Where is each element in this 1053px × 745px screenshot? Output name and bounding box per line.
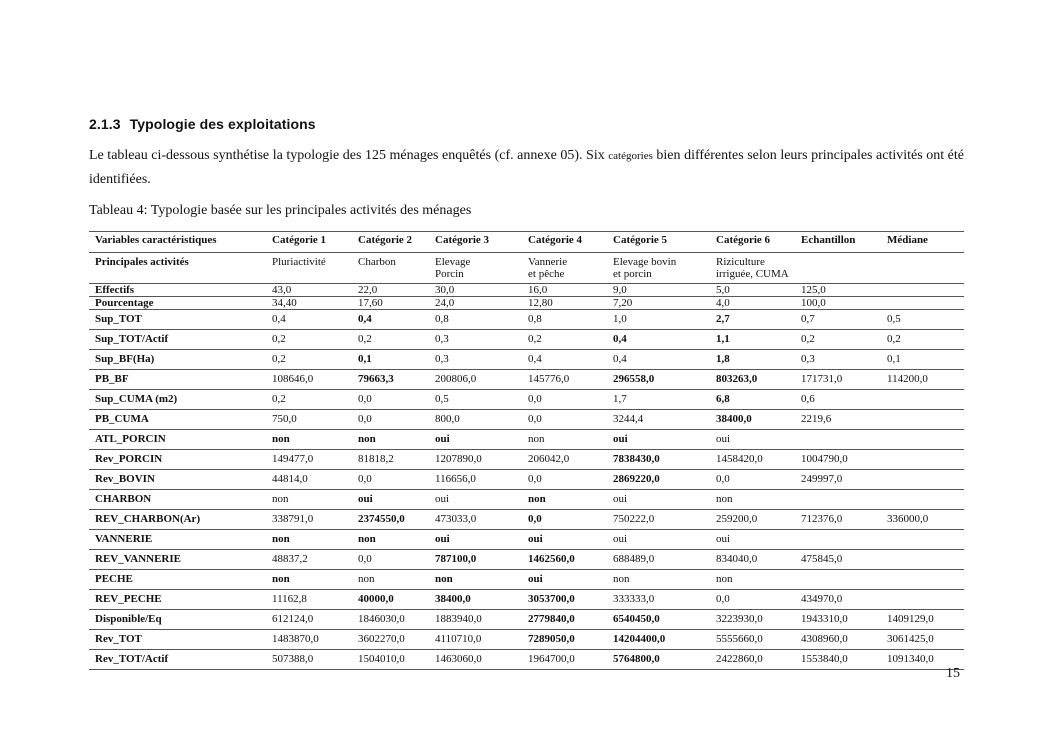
table-cell: 0,8 <box>522 310 607 330</box>
table-row <box>89 630 964 650</box>
table-cell: 3061425,0 <box>881 630 964 650</box>
row-label: Sup_TOT/Actif <box>89 330 266 350</box>
table-cell: 0,0 <box>710 590 795 610</box>
table-cell: 206042,0 <box>522 450 607 470</box>
row-label: Sup_TOT <box>89 310 266 330</box>
table-cell: 4,0 <box>710 297 795 310</box>
table-cell <box>522 253 607 284</box>
row-label: Disponible/Eq <box>89 610 266 630</box>
table-cell: 1091340,0 <box>881 650 964 670</box>
table-cell: 0,3 <box>429 330 522 350</box>
table-cell: 2422860,0 <box>710 650 795 670</box>
table-cell <box>881 470 964 490</box>
table-cell: oui <box>607 530 710 550</box>
table-cell: 1,1 <box>710 330 795 350</box>
table-cell: 4110710,0 <box>429 630 522 650</box>
table-cell: non <box>522 490 607 510</box>
row-label: Sup_BF(Ha) <box>89 350 266 370</box>
table-cell: oui <box>352 490 429 510</box>
table-cell: 145776,0 <box>522 370 607 390</box>
table-cell: 338791,0 <box>266 510 352 530</box>
table-cell: 475845,0 <box>795 550 881 570</box>
table-cell: 2779840,0 <box>522 610 607 630</box>
table-cell: 12,80 <box>522 297 607 310</box>
table-cell: 1964700,0 <box>522 650 607 670</box>
table-cell: 0,4 <box>352 310 429 330</box>
table-cell: 2374550,0 <box>352 510 429 530</box>
table-cell: 0,0 <box>710 470 795 490</box>
table-cell: 22,0 <box>352 284 429 297</box>
table-cell: 0,8 <box>429 310 522 330</box>
table-cell: 17,60 <box>352 297 429 310</box>
table-cell: non <box>352 530 429 550</box>
table-cell <box>881 490 964 510</box>
table-cell: 44814,0 <box>266 470 352 490</box>
row-label: PB_CUMA <box>89 410 266 430</box>
cell-line: irriguée, CUMA <box>716 268 789 280</box>
table-cell: 3602270,0 <box>352 630 429 650</box>
table-cell: 0,2 <box>266 330 352 350</box>
table-cell: 0,2 <box>522 330 607 350</box>
table-cell: 34,40 <box>266 297 352 310</box>
table-row <box>89 530 964 550</box>
table-cell: 0,1 <box>352 350 429 370</box>
table-cell: non <box>352 430 429 450</box>
cell-line: et pêche <box>528 268 565 280</box>
table-cell: 7289050,0 <box>522 630 607 650</box>
intro-text-before: Le tableau ci-dessous synthétise la typologie des 125 ménages enquêtés (cf. annexe 05). Six <box>89 148 609 163</box>
table-row <box>89 570 964 590</box>
table-cell <box>795 530 881 550</box>
table-cell: non <box>522 430 607 450</box>
table-cell <box>881 450 964 470</box>
table-cell: 30,0 <box>429 284 522 297</box>
cell-line: Charbon <box>358 256 396 268</box>
table-cell: 1483870,0 <box>266 630 352 650</box>
row-label: ATL_PORCIN <box>89 430 266 450</box>
table-cell: 0,4 <box>607 330 710 350</box>
table-cell <box>795 430 881 450</box>
table-row <box>89 610 964 630</box>
table-cell: 171731,0 <box>795 370 881 390</box>
column-header: Catégorie 2 <box>352 232 429 253</box>
table-cell: 7,20 <box>607 297 710 310</box>
table-cell: 1463060,0 <box>429 650 522 670</box>
table-cell <box>795 570 881 590</box>
table-cell: 1207890,0 <box>429 450 522 470</box>
table-cell: 7838430,0 <box>607 450 710 470</box>
table-row <box>89 590 964 610</box>
table-row <box>89 650 964 670</box>
column-header: Variables caractéristiques <box>89 232 266 253</box>
table-cell: 9,0 <box>607 284 710 297</box>
table-cell <box>881 430 964 450</box>
table-cell: 100,0 <box>795 297 881 310</box>
table-cell: 6540450,0 <box>607 610 710 630</box>
table-cell: 6,8 <box>710 390 795 410</box>
table-cell: 507388,0 <box>266 650 352 670</box>
table-row <box>89 370 964 390</box>
table-cell: non <box>710 570 795 590</box>
table-cell <box>607 253 710 284</box>
table-cell: oui <box>429 490 522 510</box>
row-label: Sup_CUMA (m2) <box>89 390 266 410</box>
table-cell: 43,0 <box>266 284 352 297</box>
table-cell: 834040,0 <box>710 550 795 570</box>
table-cell: 4308960,0 <box>795 630 881 650</box>
table-row <box>89 297 964 310</box>
table-cell <box>881 410 964 430</box>
table-row <box>89 284 964 297</box>
table-cell <box>881 530 964 550</box>
table-cell: 11162,8 <box>266 590 352 610</box>
table-cell: oui <box>607 490 710 510</box>
table-cell: 114200,0 <box>881 370 964 390</box>
table-cell <box>881 590 964 610</box>
table-row <box>89 350 964 370</box>
cell-line: Vannerie <box>528 256 568 268</box>
table-cell: 0,0 <box>522 510 607 530</box>
row-label: Rev_PORCIN <box>89 450 266 470</box>
table-cell <box>795 253 881 284</box>
table-cell: 5,0 <box>710 284 795 297</box>
table-cell: 1883940,0 <box>429 610 522 630</box>
table-cell: 1,7 <box>607 390 710 410</box>
table-cell: oui <box>522 530 607 550</box>
page-number: 15 <box>946 666 960 681</box>
table-cell: 1004790,0 <box>795 450 881 470</box>
row-label: Effectifs <box>89 284 266 297</box>
table-cell: 38400,0 <box>710 410 795 430</box>
column-header: Catégorie 3 <box>429 232 522 253</box>
table-cell: 1,8 <box>710 350 795 370</box>
row-label: PB_BF <box>89 370 266 390</box>
table-cell: 0,0 <box>352 390 429 410</box>
table-cell <box>881 550 964 570</box>
table-cell: non <box>352 570 429 590</box>
table-cell: 125,0 <box>795 284 881 297</box>
table-cell: 1462560,0 <box>522 550 607 570</box>
table-cell: oui <box>607 430 710 450</box>
cell-line: et porcin <box>613 268 652 280</box>
table-cell: 3223930,0 <box>710 610 795 630</box>
table-cell <box>881 570 964 590</box>
cell-line: Pluriactivité <box>272 256 326 268</box>
cell-line: Elevage bovin <box>613 256 677 268</box>
table-cell: oui <box>429 430 522 450</box>
table-cell: 333333,0 <box>607 590 710 610</box>
table-cell: 750222,0 <box>607 510 710 530</box>
table-cell <box>881 390 964 410</box>
table-cell: 5764800,0 <box>607 650 710 670</box>
table-row <box>89 310 964 330</box>
table-cell: 1504010,0 <box>352 650 429 670</box>
table-cell <box>710 253 795 284</box>
table-cell <box>881 284 964 297</box>
table-cell: 0,2 <box>352 330 429 350</box>
table-cell: 0,3 <box>795 350 881 370</box>
table-cell: 1846030,0 <box>352 610 429 630</box>
table-cell: oui <box>710 530 795 550</box>
column-header: Catégorie 4 <box>522 232 607 253</box>
table-cell: 800,0 <box>429 410 522 430</box>
section-number: 2.1.3 <box>89 116 121 132</box>
cell-line: Riziculture <box>716 256 765 268</box>
table-cell: 296558,0 <box>607 370 710 390</box>
table-cell: non <box>710 490 795 510</box>
table-cell: 1409129,0 <box>881 610 964 630</box>
table-cell: 0,4 <box>607 350 710 370</box>
table-cell: 249997,0 <box>795 470 881 490</box>
table-cell: 0,2 <box>266 350 352 370</box>
table-cell: oui <box>710 430 795 450</box>
table-cell: 473033,0 <box>429 510 522 530</box>
intro-text-after: bien différentes selon leurs principales activités ont été identifiées. <box>89 148 964 187</box>
table-cell: 79663,3 <box>352 370 429 390</box>
table-cell <box>795 490 881 510</box>
column-header: Catégorie 5 <box>607 232 710 253</box>
table-cell: non <box>266 570 352 590</box>
table-cell: 0,5 <box>429 390 522 410</box>
table-cell: 81818,2 <box>352 450 429 470</box>
cell-line: Porcin <box>435 268 464 280</box>
table-cell: 1,0 <box>607 310 710 330</box>
table-cell: 48837,2 <box>266 550 352 570</box>
table-row <box>89 550 964 570</box>
table-cell: 0,0 <box>352 410 429 430</box>
table-cell: 1553840,0 <box>795 650 881 670</box>
table-row <box>89 510 964 530</box>
table-cell: 0,2 <box>881 330 964 350</box>
table-cell: 116656,0 <box>429 470 522 490</box>
table-row <box>89 490 964 510</box>
table-cell <box>881 253 964 284</box>
row-label: Rev_TOT/Actif <box>89 650 266 670</box>
row-label: Principales activités <box>89 253 266 284</box>
table-cell: 0,2 <box>266 390 352 410</box>
table-cell: 3244,4 <box>607 410 710 430</box>
table-cell: 2869220,0 <box>607 470 710 490</box>
table-cell: non <box>429 570 522 590</box>
table-cell: 1943310,0 <box>795 610 881 630</box>
intro-paragraph <box>89 144 964 192</box>
table-row <box>89 430 964 450</box>
row-label: CHARBON <box>89 490 266 510</box>
column-header: Catégorie 6 <box>710 232 795 253</box>
table-cell: 0,5 <box>881 310 964 330</box>
table-cell: 0,1 <box>881 350 964 370</box>
row-label: VANNERIE <box>89 530 266 550</box>
table-cell: 40000,0 <box>352 590 429 610</box>
table-cell: 0,0 <box>522 390 607 410</box>
table-cell: 200806,0 <box>429 370 522 390</box>
table-cell: 787100,0 <box>429 550 522 570</box>
table-cell: oui <box>522 570 607 590</box>
table-cell: 24,0 <box>429 297 522 310</box>
row-label: Pourcentage <box>89 297 266 310</box>
table-cell: 750,0 <box>266 410 352 430</box>
table-cell <box>881 297 964 310</box>
table-cell: 3053700,0 <box>522 590 607 610</box>
table-cell: 688489,0 <box>607 550 710 570</box>
table-cell: 0,0 <box>352 550 429 570</box>
table-cell: non <box>266 490 352 510</box>
table-cell: 0,7 <box>795 310 881 330</box>
table-cell: non <box>607 570 710 590</box>
table-cell: 5555660,0 <box>710 630 795 650</box>
table-cell: non <box>266 430 352 450</box>
section-heading <box>89 116 316 132</box>
table-cell: 612124,0 <box>266 610 352 630</box>
table-row <box>89 470 964 490</box>
table-caption: Tableau 4: Typologie basée sur les principales activités des ménages <box>89 203 472 218</box>
intro-small-word: catégories <box>608 150 653 162</box>
table-cell: 2,7 <box>710 310 795 330</box>
table-row <box>89 410 964 430</box>
table-cell: 108646,0 <box>266 370 352 390</box>
table-cell: 38400,0 <box>429 590 522 610</box>
row-label: PECHE <box>89 570 266 590</box>
table-cell <box>266 253 352 284</box>
table-cell: 712376,0 <box>795 510 881 530</box>
table-cell: 0,0 <box>522 410 607 430</box>
table-cell: 0,6 <box>795 390 881 410</box>
table-cell: 0,4 <box>522 350 607 370</box>
cell-line: Elevage <box>435 256 471 268</box>
table-row <box>89 450 964 470</box>
table-cell: 0,0 <box>522 470 607 490</box>
row-label: Rev_BOVIN <box>89 470 266 490</box>
table-cell: 149477,0 <box>266 450 352 470</box>
table-cell: non <box>266 530 352 550</box>
table-header-row <box>89 232 964 253</box>
table-cell: 803263,0 <box>710 370 795 390</box>
section-title: Typologie des exploitations <box>129 116 316 132</box>
row-label: REV_PECHE <box>89 590 266 610</box>
table-cell: 259200,0 <box>710 510 795 530</box>
column-header: Echantillon <box>795 232 881 253</box>
table-cell: 2219,6 <box>795 410 881 430</box>
typology-table <box>89 231 964 670</box>
table-cell: 1458420,0 <box>710 450 795 470</box>
table-cell: 336000,0 <box>881 510 964 530</box>
table-cell: 0,2 <box>795 330 881 350</box>
table-cell: oui <box>429 530 522 550</box>
table-cell: 0,0 <box>352 470 429 490</box>
table-cell: 14204400,0 <box>607 630 710 650</box>
table-cell <box>352 253 429 284</box>
table-row-activities <box>89 253 964 284</box>
row-label: Rev_TOT <box>89 630 266 650</box>
table-row <box>89 330 964 350</box>
table-row <box>89 390 964 410</box>
column-header: Catégorie 1 <box>266 232 352 253</box>
table-cell: 0,3 <box>429 350 522 370</box>
column-header: Médiane <box>881 232 964 253</box>
row-label: REV_VANNERIE <box>89 550 266 570</box>
table-cell: 0,4 <box>266 310 352 330</box>
table-cell <box>429 253 522 284</box>
table-cell: 434970,0 <box>795 590 881 610</box>
table-cell: 16,0 <box>522 284 607 297</box>
row-label: REV_CHARBON(Ar) <box>89 510 266 530</box>
